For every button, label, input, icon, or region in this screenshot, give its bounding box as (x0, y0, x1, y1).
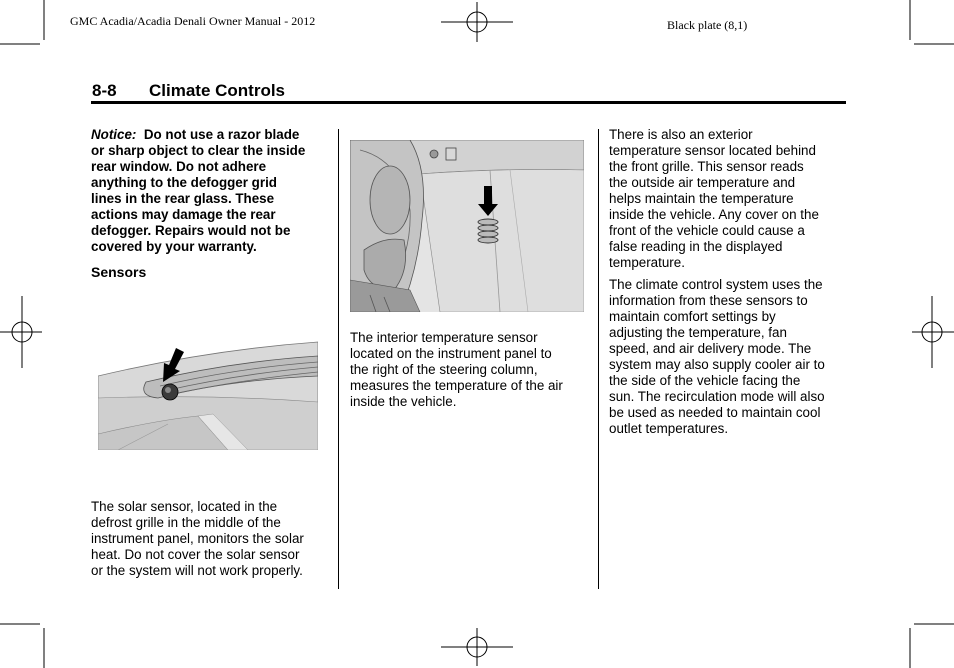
registration-mark-left (0, 296, 44, 368)
interior-sensor-illustration (350, 140, 584, 312)
system-line: information from these sensors to (609, 293, 808, 308)
interior-line: located on the instrument panel to (350, 346, 552, 361)
column-divider-1 (338, 129, 339, 589)
system-line: The climate control system uses the (609, 277, 823, 292)
solar-line: instrument panel, monitors the solar (91, 531, 304, 546)
exterior-line: false reading in the displayed (609, 239, 783, 254)
interior-sensor-paragraph (350, 330, 590, 410)
heading-rule (91, 101, 846, 104)
system-line: maintain comfort settings by (609, 309, 776, 324)
system-line: adjusting the temperature, fan (609, 325, 787, 340)
notice-line: anything to the defogger grid (91, 175, 277, 190)
solar-sensor-illustration (98, 336, 318, 450)
system-line: sun. The recirculation mode will also (609, 389, 825, 404)
system-line: outlet temperatures. (609, 421, 729, 436)
solar-sensor-paragraph (91, 499, 336, 579)
notice-line: covered by your warranty. (91, 239, 257, 254)
notice-label: Notice: (91, 127, 137, 142)
manual-title: GMC Acadia/Acadia Denali Owner Manual - 2012 (70, 14, 316, 28)
exterior-line: helps maintain the temperature (609, 191, 794, 206)
exterior-line: inside the vehicle. Any cover on the (609, 207, 819, 222)
notice-line: or sharp object to clear the inside (91, 143, 306, 158)
interior-line: the right of the steering column, (350, 362, 538, 377)
system-line: speed, and air delivery mode. The (609, 341, 812, 356)
notice-line: Do not use a razor blade (143, 127, 300, 142)
column-divider-2 (598, 129, 599, 589)
exterior-sensor-paragraph (609, 127, 849, 271)
solar-line: defrost grille in the middle of the (91, 515, 281, 530)
notice-line: defogger. Repairs would not be (91, 223, 291, 238)
climate-system-paragraph (609, 277, 849, 437)
notice-line: lines in the rear glass. These (91, 191, 275, 206)
registration-mark-right (910, 296, 954, 368)
interior-line: The interior temperature sensor (350, 330, 538, 345)
exterior-line: front of the vehicle could cause a (609, 223, 805, 238)
notice-line: rear window. Do not adhere (91, 159, 267, 174)
notice-paragraph (91, 127, 336, 255)
system-line: the side of the vehicle facing the (609, 373, 801, 388)
interior-line: measures the temperature of the air (350, 378, 563, 393)
exterior-line: the front grille. This sensor reads (609, 159, 804, 174)
solar-line: or the system will not work properly. (91, 563, 303, 578)
exterior-line: temperature sensor located behind (609, 143, 816, 158)
interior-line: inside the vehicle. (350, 394, 457, 409)
solar-line: heat. Do not cover the solar sensor (91, 547, 300, 562)
exterior-line: There is also an exterior (609, 127, 753, 142)
system-line: be used as needed to maintain cool (609, 405, 821, 420)
exterior-line: the outside air temperature and (609, 175, 796, 190)
notice-line: actions may damage the rear (91, 207, 276, 222)
registration-mark-top (441, 0, 513, 44)
solar-line: The solar sensor, located in the (91, 499, 278, 514)
exterior-line: temperature. (609, 255, 685, 270)
sensors-subheading: Sensors (91, 264, 147, 280)
registration-mark-bottom (441, 628, 513, 668)
section-title: Climate Controls (149, 81, 286, 100)
section-number: 8-8 (92, 81, 117, 100)
system-line: system may also supply cooler air to (609, 357, 825, 372)
plate-label: Black plate (8,1) (667, 18, 748, 32)
